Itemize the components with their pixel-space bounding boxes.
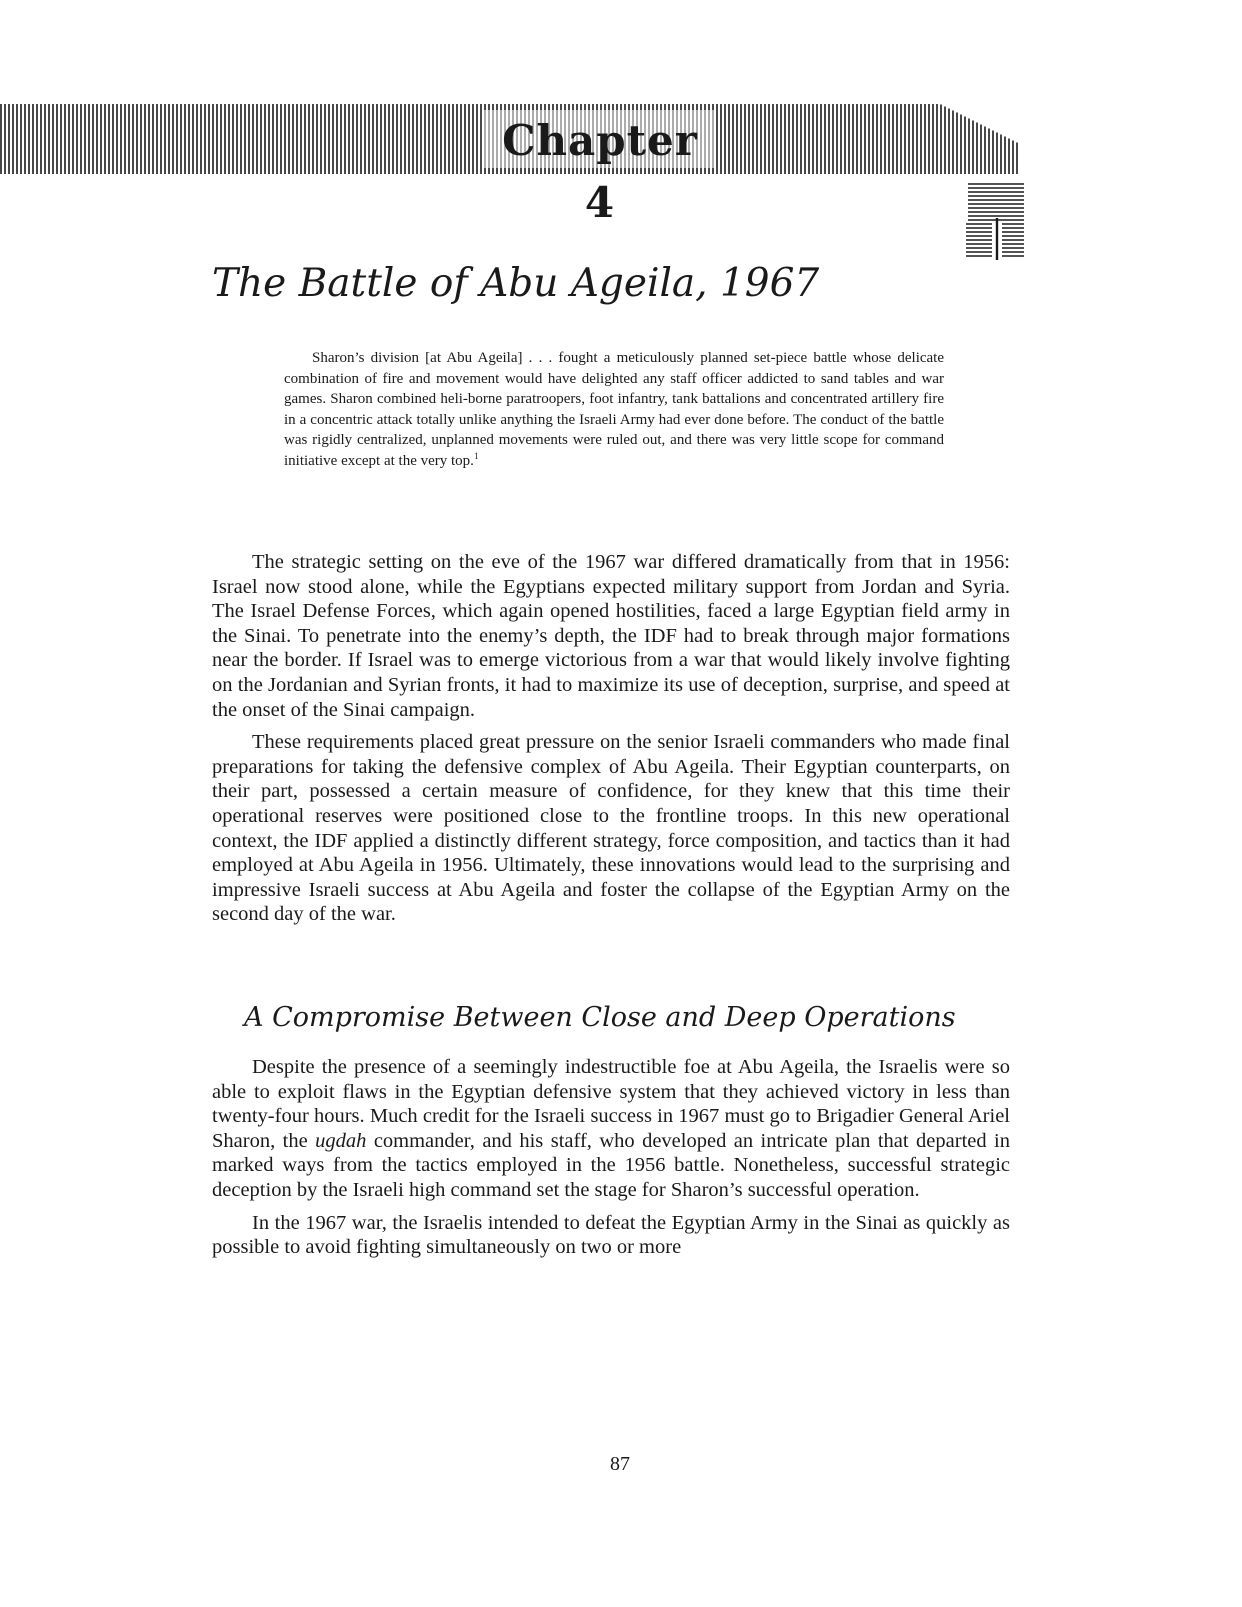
chapter-title: The Battle of Abu Ageila, 1967 (212, 261, 820, 306)
italic-term: ugdah (315, 1129, 367, 1152)
paragraph-text-part: commander, and his staff, who developed an intricate plan that departed in marked ways from the tactics employed in the 1956 battle. Nonetheless, successful strategic deception by the Israeli high command set the stage for Sharon’s successful operation. (212, 1129, 1010, 1201)
intro-text (212, 550, 1010, 935)
body-paragraph: The strategic setting on the eve of the 1967 war differed dramatically from that in 1956: Israel now stood alone, while the Egyptians expected military support from Jordan and Syria. The Israel Defense Forces, which again opened hostilities, faced a large Egyptian field army in the Sinai. To penetrate into the enemy’s depth, the IDF had to break through major formations near the border. If Israel was to emerge victorious from a war that would likely involve fighting on the Jordanian and Syrian fronts, it had to maximize its use of deception, surprise, and speed at the onset of the Sinai campaign. (212, 551, 1010, 721)
section-text (212, 1055, 1010, 1268)
horizontal-rule-ornament (966, 182, 1026, 262)
chapter-label: Chapter 4 (502, 116, 698, 227)
epigraph-quote (284, 348, 944, 471)
paragraph-text-part: Despite the presence of a seemingly indestructible foe at Abu Ageila, the Israelis were so able to exploit flaws in the Egyptian defensive system that they achieved victory in less than twenty-four hours. Much credit for the Israeli success in 1967 must go to Brigadier General Ariel Sharon, the (212, 1056, 1010, 1152)
body-paragraph: These requirements placed great pressure on the senior Israeli commanders who made final preparations for taking the defensive complex of Abu Ageila. Their Egyptian counterparts, on their part, possessed a certain measure of confidence, for they knew that this time their operational reserves were positioned close to the frontline troops. In this new operational context, the IDF applied a distinctly different strategy, force composition, and tactics than it had employed at Abu Ageila in 1956. Ultimately, these innovations would lead to the surprising and impressive Israeli success at Abu Ageila and foster the collapse of the Egyptian Army on the second day of the war. (212, 731, 1010, 926)
section-heading: A Compromise Between Close and Deep Operations (244, 1002, 956, 1033)
body-paragraph: In the 1967 war, the Israelis intended to defeat the Egyptian Army in the Sinai as quickly as possible to avoid fighting simultaneously on two or more (212, 1211, 1010, 1259)
page-number: 87 (610, 1453, 630, 1475)
footnote-marker: 1 (473, 450, 479, 461)
epigraph-text: Sharon’s division [at Abu Ageila] . . . fought a meticulously planned set-piece battle whose delicate combination of fire and movement would have delighted any staff officer addicted to sand tables and war games. Sharon combined heli-borne paratroopers, foot infantry, tank battalions and concentrated artillery fire in a concentric attack totally unlike anything the Israeli Army had ever done before. The conduct of the battle was rigidly centralized, unplanned movements were ruled out, and there was very little scope for command initiative except at the very top. (284, 350, 944, 469)
body-paragraph (212, 1055, 1010, 1203)
corner-ornament (966, 182, 1026, 262)
